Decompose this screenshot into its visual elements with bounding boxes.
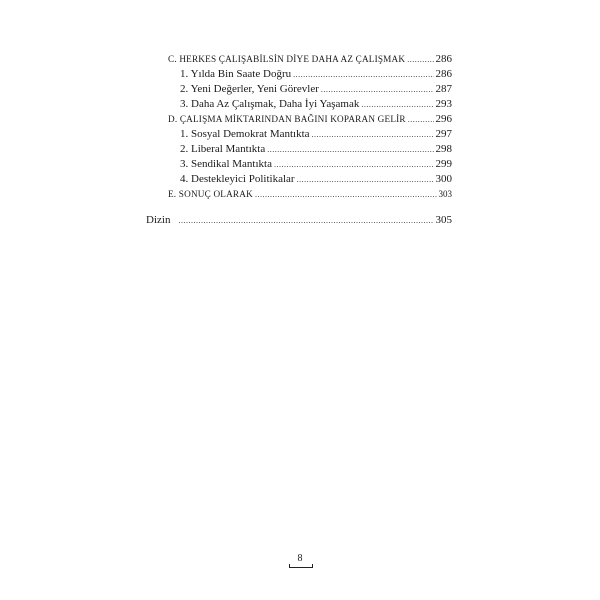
toc-entry-label: C. HERKES ÇALIŞABİLSİN DİYE DAHA AZ ÇALIŞMAK: [168, 54, 406, 64]
dot-leader: [312, 128, 434, 141]
toc-entry-c3[interactable]: [180, 98, 452, 111]
toc-entry-page: 296: [435, 113, 452, 125]
toc-entry-page: 298: [435, 143, 452, 155]
toc-entry-section-e[interactable]: [168, 188, 452, 201]
toc-entry-label: 2. Liberal Mantıkta: [180, 143, 266, 155]
page-number: 8: [297, 553, 303, 564]
dot-leader: [408, 113, 434, 126]
page-number-bracket: [289, 564, 313, 568]
toc-entry-label: 2. Yeni Değerler, Yeni Görevler: [180, 83, 319, 95]
toc-entry-d3[interactable]: [180, 158, 452, 171]
dot-leader: [407, 53, 433, 66]
dot-leader: [267, 143, 433, 156]
toc-entry-label: E. SONUÇ OLARAK: [168, 189, 253, 199]
toc-entry-label: 3. Sendikal Mantıkta: [180, 158, 272, 170]
dot-leader: [293, 68, 433, 81]
toc-entry-index[interactable]: [146, 214, 452, 227]
toc-entry-d2[interactable]: [180, 143, 452, 156]
toc-entry-page: 303: [438, 189, 452, 199]
toc-entry-c1[interactable]: [180, 68, 452, 81]
toc-entry-label: Dizin: [146, 214, 171, 226]
dot-leader: [321, 83, 434, 96]
toc-entry-label: 3. Daha Az Çalışmak, Daha İyi Yaşamak: [180, 98, 360, 110]
toc-entry-label: 1. Sosyal Demokrat Mantıkta: [180, 128, 310, 140]
toc-entry-label: D. ÇALIŞMA MİKTARINDAN BAĞINI KOPARAN GELİR: [168, 114, 406, 124]
toc-entry-d1[interactable]: [180, 128, 452, 141]
dot-leader: [297, 173, 434, 186]
toc-entry-label: 1. Yılda Bin Saate Doğru: [180, 68, 292, 80]
dot-leader: [274, 158, 434, 171]
toc-entry-page: 286: [435, 68, 452, 80]
toc-entry-page: 293: [435, 98, 452, 110]
toc-entry-section-c[interactable]: [168, 53, 452, 66]
dot-leader: [178, 214, 433, 227]
dot-leader: [361, 98, 433, 111]
toc-entry-page: 300: [435, 173, 452, 185]
toc-entry-c2[interactable]: [180, 83, 452, 96]
toc-entry-label: 4. Destekleyici Politikalar: [180, 173, 295, 185]
toc-entry-page: 297: [435, 128, 452, 140]
toc-entry-d4[interactable]: [180, 173, 452, 186]
toc-entry-page: 299: [435, 158, 452, 170]
toc-entry-page: 305: [435, 214, 452, 226]
toc-entry-section-d[interactable]: [168, 113, 452, 126]
toc-entry-page: 287: [435, 83, 452, 95]
dot-leader: [255, 188, 437, 201]
toc-entry-page: 286: [435, 53, 452, 65]
